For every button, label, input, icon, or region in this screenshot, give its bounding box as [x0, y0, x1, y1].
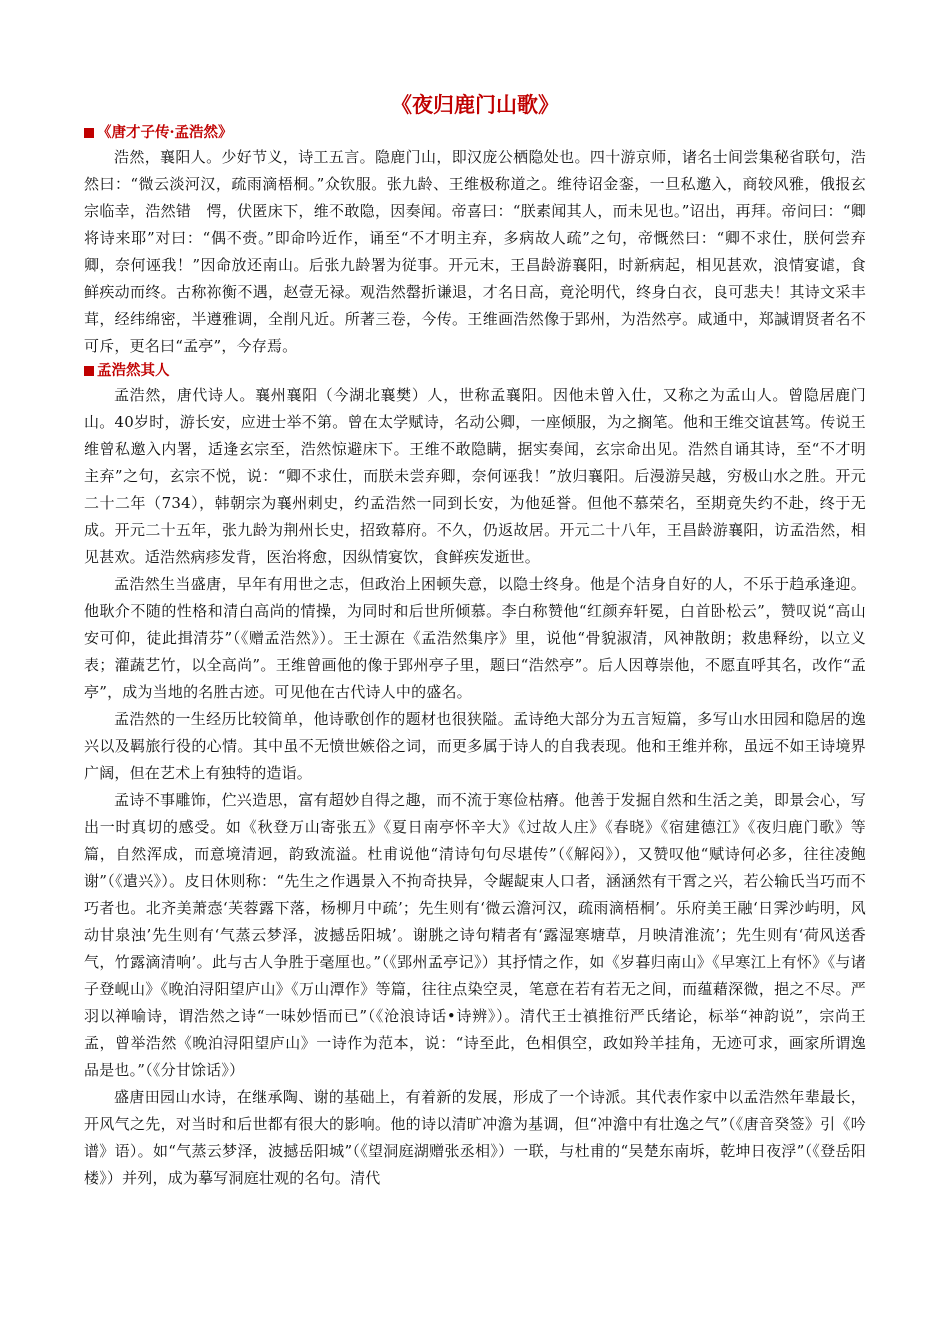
paragraph: 孟诗不事雕饰，伫兴造思，富有超妙自得之趣，而不流于寒俭枯瘠。他善于发掘自然和生活之美，即景会心，写出一时真切的感受。如《秋登万山寄张五》《夏日南亭怀辛大》《过故人庄》《春晓》《宿建德江》《夜归鹿门歌》等篇，自然浑成，而意境清迥，韵致流溢。杜甫说他“清诗句句尽堪传”（《解闷》），又赞叹他“赋诗何必多，往往凌鲍谢”（《遣兴》）。皮日休则称：“先生之作遇景入不拘奇抉异，令龌龊束人口者，涵涵然有干霄之兴，若公输氏当巧而不巧者也。北齐美萧悫‘芙蓉露下落，杨柳月中疏’；先生则有‘微云澹河汉，疏雨滴梧桐’。乐府美王融‘日霁沙屿明，风动甘泉浊’先生则有‘气蒸云梦泽，波撼岳阳城’。谢朓之诗句精者有‘露湿寒塘草，月映清淮流’；先生则有‘荷风送香气，竹露滴清响’。此与古人争胜于毫厘也。”（《郢州孟亭记》）其抒情之作，如《岁暮归南山》《早寒江上有怀》《与诸子登岘山》《晚泊浔阳望庐山》《万山潭作》等篇，往往点染空灵，笔意在若有若无之间，而蕴藉深微，挹之不尽。严羽以禅喻诗，谓浩然之诗“一味妙悟而已”（《沧浪诗话•诗辨》）。清代王士禛推衍严氏绪论，标举“神韵说”，宗尚王孟，曾举浩然《晚泊浔阳望庐山》一诗作为范本，说：“诗至此，色相俱空，政如羚羊挂角，无迹可求，画家所谓逸品是也。”（《分甘馀话》）: [84, 791, 866, 1079]
document-title: 《夜归鹿门山歌》: [391, 92, 559, 117]
section-heading-label: 孟浩然其人: [97, 362, 170, 379]
paragraph: 浩然，襄阳人。少好节义，诗工五言。隐鹿门山，即汉庞公栖隐处也。四十游京师，诸名士间尝集秘省联句，浩然曰：“微云淡河汉，疏雨滴梧桐。”众钦服。张九龄、王维极称道之。维待诏金銮，一旦私邀入，商较风雅，俄报玄宗临幸，浩然错 愕，伏匿床下，维不敢隐，因奏闻。帝喜曰：“朕素闻其人，而未见也。”诏出，再拜。帝问曰：“卿将诗来耶”对曰：“偶不赍。”即命吟近作，诵至“不才明主弃，多病故人疏”之句，帝慨然曰：“卿不求仕，朕何尝弃卿，奈何诬我！”因命放还南山。后张九龄署为従事。开元末，王昌龄游襄阳，时新病起，相见甚欢，浪情宴谑，食鲜疾动而终。古称祢衡不遇，赵壹无禄。观浩然罄折谦退，才名日高，竟沦明代，终身白衣，良可悲夫！其诗文采丰茸，经纬绵密，半遵雅调，全削凡近。所著三卷，今传。王维画浩然像于郢州，为浩然亭。咸通中，郑諴谓贤者名不可斥，更名曰“孟亭”，今存焉。: [84, 148, 866, 355]
paragraph: 孟浩然，唐代诗人。襄州襄阳（今湖北襄樊）人，世称孟襄阳。因他未曾入仕，又称之为孟山人。曾隐居鹿门山。40岁时，游长安，应进士举不第。曾在太学赋诗，名动公卿，一座倾服，为之搁笔。他和王维交谊甚笃。传说王维曾私邀入内署，适逢玄宗至，浩然惊避床下。王维不敢隐瞒，据实奏闻，玄宗命出见。浩然自诵其诗，至“不才明主弃”之句，玄宗不悦，说：“卿不求仕，而朕未尝弃卿，奈何诬我！”放归襄阳。后漫游吴越，穷极山水之胜。开元二十二年（734），韩朝宗为襄州刺史，约孟浩然一同到长安，为他延誉。但他不慕荣名，至期竟失约不赴，终于无成。开元二十五年，张九龄为荆州长史，招致幕府。不久，仍返故居。开元二十八年，王昌龄游襄阳，访孟浩然，相见甚欢。适浩然病疹发背，医治将愈，因纵情宴饮，食鲜疾发逝世。: [84, 386, 866, 566]
document-page: [84, 90, 866, 1192]
paragraph: 孟浩然生当盛唐，早年有用世之志，但政治上困顿失意，以隐士终身。他是个洁身自好的人，不乐于趋承逢迎。他耿介不随的性格和清白高尚的情操，为同时和后世所倾慕。李白称赞他“红颜弃轩冕，白首卧松云”，赞叹说“高山安可仰，徒此揖清芬”（《赠孟浩然》）。王士源在《孟浩然集序》里，说他“骨貌淑清，风神散朗；救患释纷，以立义表；灌蔬艺竹，以全高尚”。王维曾画他的像于郢州亭子里，题曰“浩然亭”。后人因尊崇他，不愿直呼其名，改作“孟亭”，成为当地的名胜古迹。可见他在古代诗人中的盛名。: [84, 575, 866, 701]
square-bullet-icon: [84, 128, 94, 138]
paragraph: 盛唐田园山水诗，在继承陶、谢的基础上，有着新的发展，形成了一个诗派。其代表作家中以孟浩然年辈最长，开风气之先，对当时和后世都有很大的影响。他的诗以清旷冲澹为基调，但“冲澹中有壮逸之气”（《唐音癸签》引《吟谱》语）。如“气蒸云梦泽，波撼岳阳城”（《望洞庭湖赠张丞相》）一联，与杜甫的“吴楚东南坼，乾坤日夜浮”（《登岳阳楼》）并列，成为摹写洞庭壮观的名句。清代: [84, 1088, 866, 1187]
section-heading-meng-haoran-qi-ren: [84, 360, 866, 382]
section-heading-label: 《唐才子传·孟浩然》: [97, 124, 233, 141]
square-bullet-icon: [84, 366, 94, 376]
section-heading-tang-cai-zi-zhuan: [84, 122, 866, 144]
paragraph: 孟浩然的一生经历比较简单，他诗歌创作的题材也很狭隘。孟诗绝大部分为五言短篇，多写山水田园和隐居的逸兴以及羁旅行役的心情。其中虽不无愤世嫉俗之词，而更多属于诗人的自我表现。他和王维并称，虽远不如王诗境界广阔，但在艺术上有独特的造诣。: [84, 710, 866, 782]
